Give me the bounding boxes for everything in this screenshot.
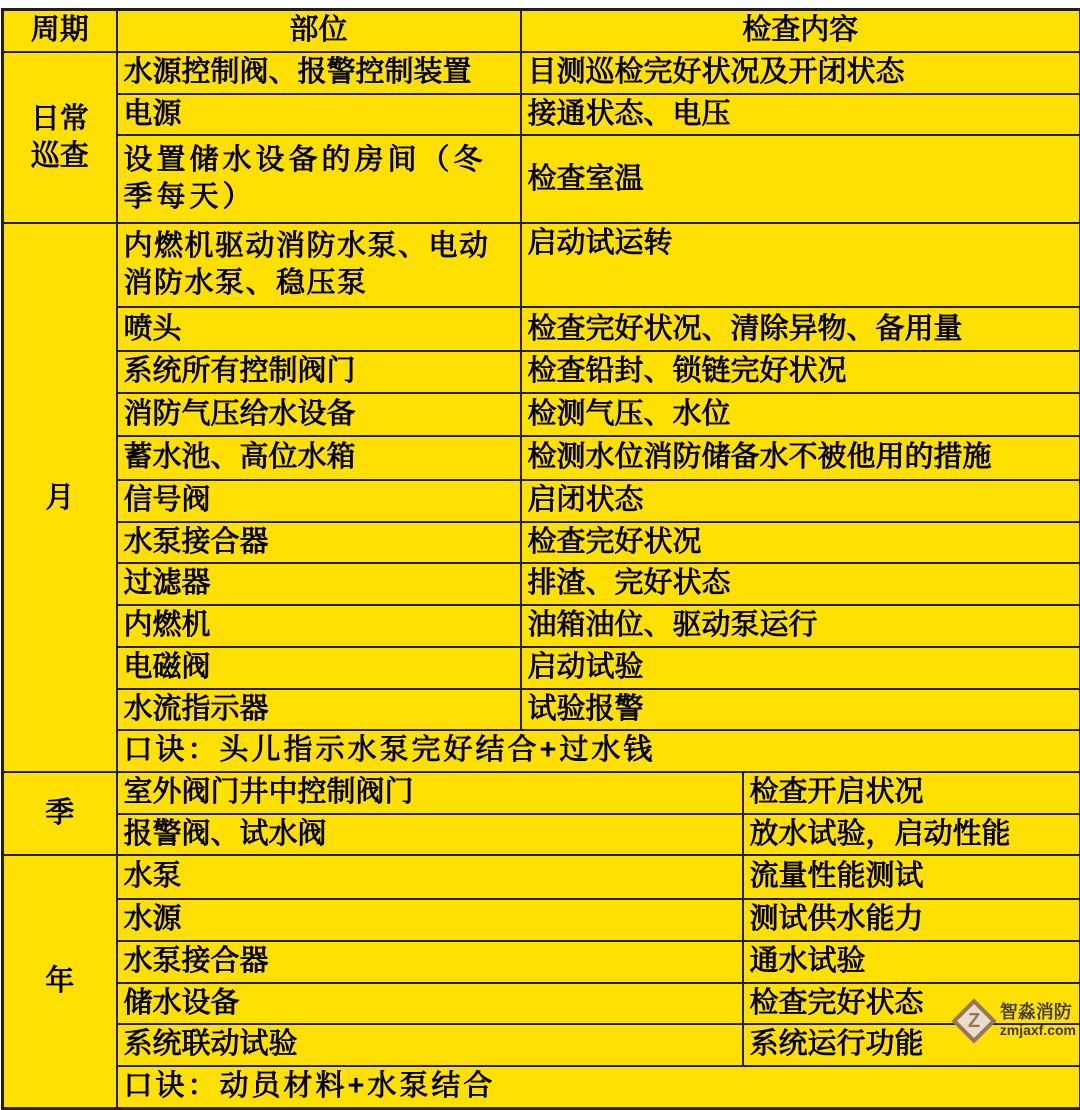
fire-inspection-table xyxy=(1,8,1080,1110)
table-row xyxy=(3,1066,1080,1108)
part-cell: 室外阀门井中控制阀门 xyxy=(117,772,743,814)
period-cell-quarter xyxy=(3,772,117,855)
content-cell: 通水试验 xyxy=(743,941,1080,983)
header-part: 部位 xyxy=(117,10,521,52)
header-content: 检查内容 xyxy=(521,10,1080,52)
content-cell: 检查完好状况 xyxy=(521,522,1080,564)
table-row xyxy=(3,605,1080,647)
part-cell: 系统联动试验 xyxy=(117,1024,743,1066)
part-cell: 喷头 xyxy=(117,307,521,351)
table-row xyxy=(3,814,1080,856)
part-cell: 储水设备 xyxy=(117,983,743,1025)
period-cell-year xyxy=(3,855,117,1108)
table-row xyxy=(3,563,1080,605)
table-row xyxy=(3,480,1080,522)
part-cell: 水源控制阀、报警控制装置 xyxy=(117,52,521,94)
period-cell-daily xyxy=(3,52,117,224)
content-cell: 检查室温 xyxy=(521,135,1080,223)
inspection-table-sheet xyxy=(1,8,1079,1110)
part-cell: 蓄水池、高位水箱 xyxy=(117,436,521,480)
part-cell: 系统所有控制阀门 xyxy=(117,351,521,393)
period-cell-month xyxy=(3,223,117,772)
z-diamond-logo-icon xyxy=(951,998,996,1043)
content-cell: 测试供水能力 xyxy=(743,899,1080,941)
content-cell: 启闭状态 xyxy=(521,480,1080,522)
part-cell: 水泵 xyxy=(117,855,743,899)
content-cell: 流量性能测试 xyxy=(743,855,1080,899)
content-cell: 接通状态、电压 xyxy=(521,94,1080,136)
content-cell: 检测气压、水位 xyxy=(521,393,1080,436)
table-row xyxy=(3,223,1080,307)
content-cell: 检测水位消防储备水不被他用的措施 xyxy=(521,436,1080,480)
content-cell: 目测巡检完好状况及开闭状态 xyxy=(521,52,1080,94)
mnemonic-cell-year: 口诀：动员材料+水泵结合 xyxy=(117,1066,1080,1108)
part-cell: 水流指示器 xyxy=(117,689,521,731)
part-cell: 信号阀 xyxy=(117,480,521,522)
table-row xyxy=(3,94,1080,136)
table-row xyxy=(3,772,1080,814)
table-row xyxy=(3,941,1080,983)
table-row xyxy=(3,730,1080,772)
content-cell: 试验报警 xyxy=(521,689,1080,731)
part-cell: 设置储水设备的房间（冬季每天） xyxy=(117,135,521,223)
period-line: 季 xyxy=(10,795,110,831)
part-cell: 电磁阀 xyxy=(117,647,521,689)
logo-letter: Z xyxy=(968,1011,980,1031)
part-cell: 水源 xyxy=(117,899,743,941)
period-line: 年 xyxy=(10,963,110,999)
part-cell: 电源 xyxy=(117,94,521,136)
table-row xyxy=(3,855,1080,899)
table-row xyxy=(3,647,1080,689)
table-row xyxy=(3,393,1080,436)
content-cell: 系统运行功能 xyxy=(743,1024,1080,1066)
table-row xyxy=(3,307,1080,351)
part-cell: 报警阀、试水阀 xyxy=(117,814,743,856)
part-cell: 内燃机驱动消防水泵、电动消防水泵、稳压泵 xyxy=(117,223,521,307)
content-cell: 排渣、完好状态 xyxy=(521,563,1080,605)
content-cell: 检查完好状态 xyxy=(743,983,1080,1025)
period-line: 月 xyxy=(10,480,110,516)
table-row xyxy=(3,135,1080,223)
part-cell: 消防气压给水设备 xyxy=(117,393,521,436)
header-period: 周期 xyxy=(3,10,117,52)
content-cell: 检查开启状况 xyxy=(743,772,1080,814)
table-row xyxy=(3,436,1080,480)
period-line: 日常 xyxy=(10,101,110,137)
content-cell: 油箱油位、驱动泵运行 xyxy=(521,605,1080,647)
brand-site: zmjaxf.com xyxy=(1000,1023,1076,1038)
brand-name: 智淼消防 xyxy=(1000,1003,1072,1023)
mnemonic-cell-month: 口诀：头儿指示水泵完好结合+过水钱 xyxy=(117,730,1080,772)
content-cell: 启动试运转 xyxy=(521,223,1080,307)
table-row xyxy=(3,351,1080,393)
part-cell: 水泵接合器 xyxy=(117,941,743,983)
table-row xyxy=(3,522,1080,564)
watermark xyxy=(952,999,1076,1043)
part-cell: 过滤器 xyxy=(117,563,521,605)
watermark-text xyxy=(1000,1003,1076,1038)
table-row xyxy=(3,1024,1080,1066)
content-cell: 检查完好状况、清除异物、备用量 xyxy=(521,307,1080,351)
part-cell: 内燃机 xyxy=(117,605,521,647)
period-line: 巡查 xyxy=(10,138,110,174)
table-row xyxy=(3,52,1080,94)
table-header-row xyxy=(3,10,1080,52)
content-cell: 放水试验，启动性能 xyxy=(743,814,1080,856)
table-row xyxy=(3,899,1080,941)
part-cell: 水泵接合器 xyxy=(117,522,521,564)
content-cell: 启动试验 xyxy=(521,647,1080,689)
table-row xyxy=(3,983,1080,1025)
table-row xyxy=(3,689,1080,731)
content-cell: 检查铅封、锁链完好状况 xyxy=(521,351,1080,393)
